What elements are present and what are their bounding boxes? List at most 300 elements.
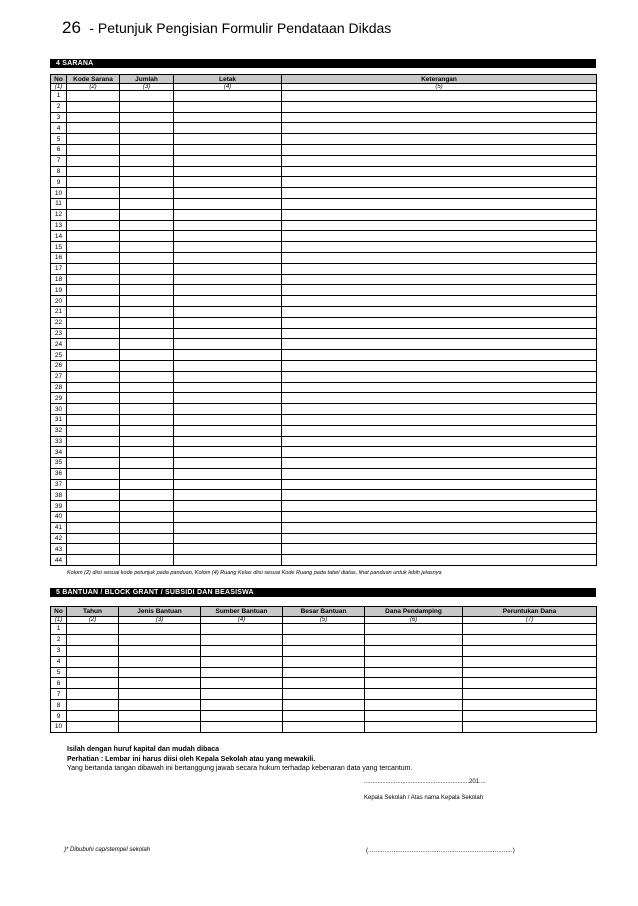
input-cell[interactable] <box>67 533 120 544</box>
input-cell[interactable] <box>174 436 282 447</box>
input-cell[interactable] <box>67 242 120 253</box>
input-cell[interactable] <box>174 274 282 285</box>
input-cell[interactable] <box>120 306 174 317</box>
input-cell[interactable] <box>174 404 282 415</box>
input-cell[interactable] <box>282 414 597 425</box>
input-cell[interactable] <box>463 711 597 722</box>
table-row <box>51 479 597 490</box>
input-cell[interactable] <box>120 512 174 523</box>
column-number: (2) <box>67 617 119 624</box>
input-cell[interactable] <box>67 656 119 667</box>
input-cell[interactable] <box>67 414 120 425</box>
table-row <box>51 678 597 689</box>
input-cell[interactable] <box>282 112 597 123</box>
input-cell[interactable] <box>67 512 120 523</box>
input-cell[interactable] <box>282 360 597 371</box>
input-cell[interactable] <box>67 101 120 112</box>
input-cell[interactable] <box>282 134 597 145</box>
input-cell[interactable] <box>201 711 283 722</box>
input-cell[interactable] <box>282 339 597 350</box>
input-cell[interactable] <box>119 645 201 656</box>
input-cell[interactable] <box>120 198 174 209</box>
input-cell[interactable] <box>67 317 120 328</box>
input-cell[interactable] <box>174 112 282 123</box>
input-cell[interactable] <box>174 209 282 220</box>
input-cell[interactable] <box>120 382 174 393</box>
input-cell[interactable] <box>174 285 282 296</box>
input-cell[interactable] <box>463 700 597 711</box>
input-cell[interactable] <box>174 425 282 436</box>
table-row <box>51 112 597 123</box>
input-cell[interactable] <box>120 209 174 220</box>
input-cell[interactable] <box>201 689 283 700</box>
input-cell[interactable] <box>463 656 597 667</box>
input-cell[interactable] <box>67 393 120 404</box>
input-cell[interactable] <box>67 274 120 285</box>
input-cell[interactable] <box>282 555 597 566</box>
input-cell[interactable] <box>120 350 174 361</box>
row-number: 33 <box>51 436 67 447</box>
input-cell[interactable] <box>174 544 282 555</box>
input-cell[interactable] <box>67 134 120 145</box>
input-cell[interactable] <box>120 339 174 350</box>
input-cell[interactable] <box>283 645 365 656</box>
input-cell[interactable] <box>174 263 282 274</box>
input-cell[interactable] <box>282 101 597 112</box>
input-cell[interactable] <box>67 339 120 350</box>
input-cell[interactable] <box>120 522 174 533</box>
input-cell[interactable] <box>174 101 282 112</box>
column-number: (3) <box>120 84 174 91</box>
input-cell[interactable] <box>120 533 174 544</box>
signature-name-line: (................................................................................) <box>366 847 515 854</box>
row-number: 36 <box>51 468 67 479</box>
input-cell[interactable] <box>282 198 597 209</box>
table-row <box>51 447 597 458</box>
table-row <box>51 634 597 645</box>
input-cell[interactable] <box>282 393 597 404</box>
input-cell[interactable] <box>67 306 120 317</box>
input-cell[interactable] <box>120 328 174 339</box>
row-number: 8 <box>51 166 67 177</box>
input-cell[interactable] <box>282 468 597 479</box>
input-cell[interactable] <box>282 371 597 382</box>
table-row <box>51 339 597 350</box>
row-number: 2 <box>51 101 67 112</box>
table-row <box>51 188 597 199</box>
input-cell[interactable] <box>120 458 174 469</box>
input-cell[interactable] <box>282 436 597 447</box>
input-cell[interactable] <box>283 722 365 733</box>
input-cell[interactable] <box>67 645 119 656</box>
input-cell[interactable] <box>174 166 282 177</box>
input-cell[interactable] <box>174 231 282 242</box>
input-cell[interactable] <box>463 645 597 656</box>
input-cell[interactable] <box>174 220 282 231</box>
input-cell[interactable] <box>283 624 365 635</box>
input-cell[interactable] <box>174 134 282 145</box>
input-cell[interactable] <box>282 177 597 188</box>
table-row <box>51 231 597 242</box>
input-cell[interactable] <box>120 555 174 566</box>
row-number: 40 <box>51 512 67 523</box>
input-cell[interactable] <box>67 360 120 371</box>
input-cell[interactable] <box>365 645 463 656</box>
input-cell[interactable] <box>120 544 174 555</box>
input-cell[interactable] <box>365 711 463 722</box>
input-cell[interactable] <box>174 382 282 393</box>
input-cell[interactable] <box>174 501 282 512</box>
input-cell[interactable] <box>67 188 120 199</box>
input-cell[interactable] <box>282 544 597 555</box>
table-row <box>51 533 597 544</box>
input-cell[interactable] <box>120 263 174 274</box>
input-cell[interactable] <box>463 667 597 678</box>
input-cell[interactable] <box>282 533 597 544</box>
table-row <box>51 350 597 361</box>
input-cell[interactable] <box>67 468 120 479</box>
input-cell[interactable] <box>282 231 597 242</box>
input-cell[interactable] <box>67 371 120 382</box>
input-cell[interactable] <box>282 188 597 199</box>
input-cell[interactable] <box>282 490 597 501</box>
input-cell[interactable] <box>365 634 463 645</box>
input-cell[interactable] <box>463 634 597 645</box>
input-cell[interactable] <box>283 700 365 711</box>
input-cell[interactable] <box>174 393 282 404</box>
input-cell[interactable] <box>282 123 597 134</box>
input-cell[interactable] <box>67 328 120 339</box>
row-number: 4 <box>51 123 67 134</box>
input-cell[interactable] <box>201 645 283 656</box>
table-row <box>51 393 597 404</box>
input-cell[interactable] <box>282 317 597 328</box>
input-cell[interactable] <box>120 112 174 123</box>
input-cell[interactable] <box>67 209 120 220</box>
input-cell[interactable] <box>67 447 120 458</box>
input-cell[interactable] <box>119 667 201 678</box>
input-cell[interactable] <box>201 634 283 645</box>
input-cell[interactable] <box>463 689 597 700</box>
input-cell[interactable] <box>174 468 282 479</box>
column-header: Besar Bantuan <box>283 607 365 617</box>
input-cell[interactable] <box>365 689 463 700</box>
input-cell[interactable] <box>283 634 365 645</box>
input-cell[interactable] <box>119 634 201 645</box>
input-cell[interactable] <box>174 155 282 166</box>
row-number: 6 <box>51 678 67 689</box>
input-cell[interactable] <box>67 252 120 263</box>
input-cell[interactable] <box>282 91 597 102</box>
input-cell[interactable] <box>174 296 282 307</box>
input-cell[interactable] <box>120 91 174 102</box>
input-cell[interactable] <box>67 296 120 307</box>
input-cell[interactable] <box>120 490 174 501</box>
input-cell[interactable] <box>282 404 597 415</box>
table-row <box>51 296 597 307</box>
input-cell[interactable] <box>282 242 597 253</box>
input-cell[interactable] <box>67 436 120 447</box>
input-cell[interactable] <box>174 490 282 501</box>
input-cell[interactable] <box>282 479 597 490</box>
input-cell[interactable] <box>67 144 120 155</box>
input-cell[interactable] <box>120 177 174 188</box>
input-cell[interactable] <box>67 91 120 102</box>
row-number: 24 <box>51 339 67 350</box>
input-cell[interactable] <box>174 91 282 102</box>
input-cell[interactable] <box>119 624 201 635</box>
input-cell[interactable] <box>120 360 174 371</box>
row-number: 20 <box>51 296 67 307</box>
input-cell[interactable] <box>174 350 282 361</box>
input-cell[interactable] <box>282 425 597 436</box>
input-cell[interactable] <box>67 522 120 533</box>
input-cell[interactable] <box>174 522 282 533</box>
input-cell[interactable] <box>283 689 365 700</box>
row-number: 2 <box>51 634 67 645</box>
input-cell[interactable] <box>282 263 597 274</box>
input-cell[interactable] <box>174 123 282 134</box>
table-row <box>51 263 597 274</box>
input-cell[interactable] <box>365 722 463 733</box>
input-cell[interactable] <box>67 382 120 393</box>
table-row <box>51 722 597 733</box>
input-cell[interactable] <box>463 678 597 689</box>
input-cell[interactable] <box>120 231 174 242</box>
input-cell[interactable] <box>282 285 597 296</box>
input-cell[interactable] <box>282 252 597 263</box>
input-cell[interactable] <box>174 198 282 209</box>
input-cell[interactable] <box>67 404 120 415</box>
row-number: 12 <box>51 209 67 220</box>
input-cell[interactable] <box>174 188 282 199</box>
input-cell[interactable] <box>282 209 597 220</box>
input-cell[interactable] <box>174 512 282 523</box>
input-cell[interactable] <box>67 544 120 555</box>
input-cell[interactable] <box>174 339 282 350</box>
table-row <box>51 274 597 285</box>
input-cell[interactable] <box>463 624 597 635</box>
column-number: (4) <box>201 617 283 624</box>
input-cell[interactable] <box>174 252 282 263</box>
row-number: 14 <box>51 231 67 242</box>
input-cell[interactable] <box>174 242 282 253</box>
input-cell[interactable] <box>174 177 282 188</box>
input-cell[interactable] <box>120 285 174 296</box>
row-number: 1 <box>51 91 67 102</box>
input-cell[interactable] <box>67 700 119 711</box>
input-cell[interactable] <box>120 468 174 479</box>
input-cell[interactable] <box>67 711 119 722</box>
table-row <box>51 436 597 447</box>
input-cell[interactable] <box>282 274 597 285</box>
table-row <box>51 458 597 469</box>
input-cell[interactable] <box>365 700 463 711</box>
input-cell[interactable] <box>67 667 119 678</box>
input-cell[interactable] <box>283 656 365 667</box>
input-cell[interactable] <box>67 231 120 242</box>
input-cell[interactable] <box>120 220 174 231</box>
row-number: 9 <box>51 711 67 722</box>
input-cell[interactable] <box>67 479 120 490</box>
input-cell[interactable] <box>282 166 597 177</box>
input-cell[interactable] <box>120 479 174 490</box>
input-cell[interactable] <box>120 501 174 512</box>
input-cell[interactable] <box>67 490 120 501</box>
input-cell[interactable] <box>120 242 174 253</box>
input-cell[interactable] <box>120 188 174 199</box>
input-cell[interactable] <box>201 678 283 689</box>
input-cell[interactable] <box>201 667 283 678</box>
input-cell[interactable] <box>120 252 174 263</box>
input-cell[interactable] <box>174 479 282 490</box>
input-cell[interactable] <box>120 123 174 134</box>
input-cell[interactable] <box>119 722 201 733</box>
row-number: 7 <box>51 155 67 166</box>
row-number: 31 <box>51 414 67 425</box>
input-cell[interactable] <box>282 382 597 393</box>
input-cell[interactable] <box>365 656 463 667</box>
input-cell[interactable] <box>120 425 174 436</box>
input-cell[interactable] <box>67 678 119 689</box>
input-cell[interactable] <box>120 404 174 415</box>
input-cell[interactable] <box>282 458 597 469</box>
column-number: (4) <box>174 84 282 91</box>
input-cell[interactable] <box>283 711 365 722</box>
input-cell[interactable] <box>282 350 597 361</box>
input-cell[interactable] <box>174 458 282 469</box>
input-cell[interactable] <box>67 350 120 361</box>
input-cell[interactable] <box>365 678 463 689</box>
input-cell[interactable] <box>67 198 120 209</box>
column-number: (1) <box>51 617 67 624</box>
input-cell[interactable] <box>67 123 120 134</box>
input-cell[interactable] <box>120 371 174 382</box>
input-cell[interactable] <box>67 458 120 469</box>
input-cell[interactable] <box>174 447 282 458</box>
column-number: (6) <box>365 617 463 624</box>
row-number: 8 <box>51 700 67 711</box>
input-cell[interactable] <box>282 296 597 307</box>
input-cell[interactable] <box>67 112 120 123</box>
input-cell[interactable] <box>174 317 282 328</box>
input-cell[interactable] <box>119 678 201 689</box>
table-row <box>51 490 597 501</box>
input-cell[interactable] <box>120 155 174 166</box>
input-cell[interactable] <box>282 328 597 339</box>
input-cell[interactable] <box>174 414 282 425</box>
input-cell[interactable] <box>67 263 120 274</box>
table-row <box>51 285 597 296</box>
input-cell[interactable] <box>67 555 120 566</box>
input-cell[interactable] <box>174 371 282 382</box>
input-cell[interactable] <box>174 328 282 339</box>
input-cell[interactable] <box>67 425 120 436</box>
row-number: 30 <box>51 404 67 415</box>
input-cell[interactable] <box>174 360 282 371</box>
input-cell[interactable] <box>365 624 463 635</box>
input-cell[interactable] <box>120 447 174 458</box>
input-cell[interactable] <box>282 306 597 317</box>
input-cell[interactable] <box>67 166 120 177</box>
column-header: No <box>51 75 67 84</box>
table-row <box>51 425 597 436</box>
row-number: 41 <box>51 522 67 533</box>
input-cell[interactable] <box>282 501 597 512</box>
table-row <box>51 252 597 263</box>
row-number: 25 <box>51 350 67 361</box>
input-cell[interactable] <box>282 155 597 166</box>
input-cell[interactable] <box>174 306 282 317</box>
input-cell[interactable] <box>120 414 174 425</box>
input-cell[interactable] <box>282 522 597 533</box>
row-number: 42 <box>51 533 67 544</box>
row-number: 19 <box>51 285 67 296</box>
input-cell[interactable] <box>67 285 120 296</box>
input-cell[interactable] <box>120 144 174 155</box>
input-cell[interactable] <box>67 624 119 635</box>
input-cell[interactable] <box>67 501 120 512</box>
input-cell[interactable] <box>201 624 283 635</box>
row-number: 11 <box>51 198 67 209</box>
input-cell[interactable] <box>120 101 174 112</box>
column-number: (3) <box>119 617 201 624</box>
input-cell[interactable] <box>67 220 120 231</box>
input-cell[interactable] <box>283 667 365 678</box>
column-header: Letak <box>174 75 282 84</box>
input-cell[interactable] <box>282 220 597 231</box>
signature-date-line: .......................,.......................................201.... <box>364 779 486 785</box>
table-row <box>51 220 597 231</box>
input-cell[interactable] <box>120 296 174 307</box>
input-cell[interactable] <box>120 274 174 285</box>
input-cell[interactable] <box>174 533 282 544</box>
input-cell[interactable] <box>201 656 283 667</box>
table-row <box>51 512 597 523</box>
input-cell[interactable] <box>282 447 597 458</box>
input-cell[interactable] <box>67 634 119 645</box>
input-cell[interactable] <box>120 166 174 177</box>
table-row <box>51 177 597 188</box>
input-cell[interactable] <box>282 144 597 155</box>
input-cell[interactable] <box>67 689 119 700</box>
table-row <box>51 198 597 209</box>
input-cell[interactable] <box>174 144 282 155</box>
input-cell[interactable] <box>283 678 365 689</box>
table-row <box>51 700 597 711</box>
instructions <box>67 745 412 774</box>
input-cell[interactable] <box>67 177 120 188</box>
input-cell[interactable] <box>365 667 463 678</box>
input-cell[interactable] <box>174 555 282 566</box>
input-cell[interactable] <box>120 436 174 447</box>
input-cell[interactable] <box>201 722 283 733</box>
input-cell[interactable] <box>119 700 201 711</box>
input-cell[interactable] <box>67 155 120 166</box>
row-number: 23 <box>51 328 67 339</box>
input-cell[interactable] <box>120 393 174 404</box>
row-number: 32 <box>51 425 67 436</box>
input-cell[interactable] <box>282 512 597 523</box>
input-cell[interactable] <box>201 700 283 711</box>
input-cell[interactable] <box>120 134 174 145</box>
input-cell[interactable] <box>463 722 597 733</box>
input-cell[interactable] <box>119 689 201 700</box>
input-cell[interactable] <box>119 711 201 722</box>
input-cell[interactable] <box>119 656 201 667</box>
input-cell[interactable] <box>120 317 174 328</box>
input-cell[interactable] <box>67 722 119 733</box>
